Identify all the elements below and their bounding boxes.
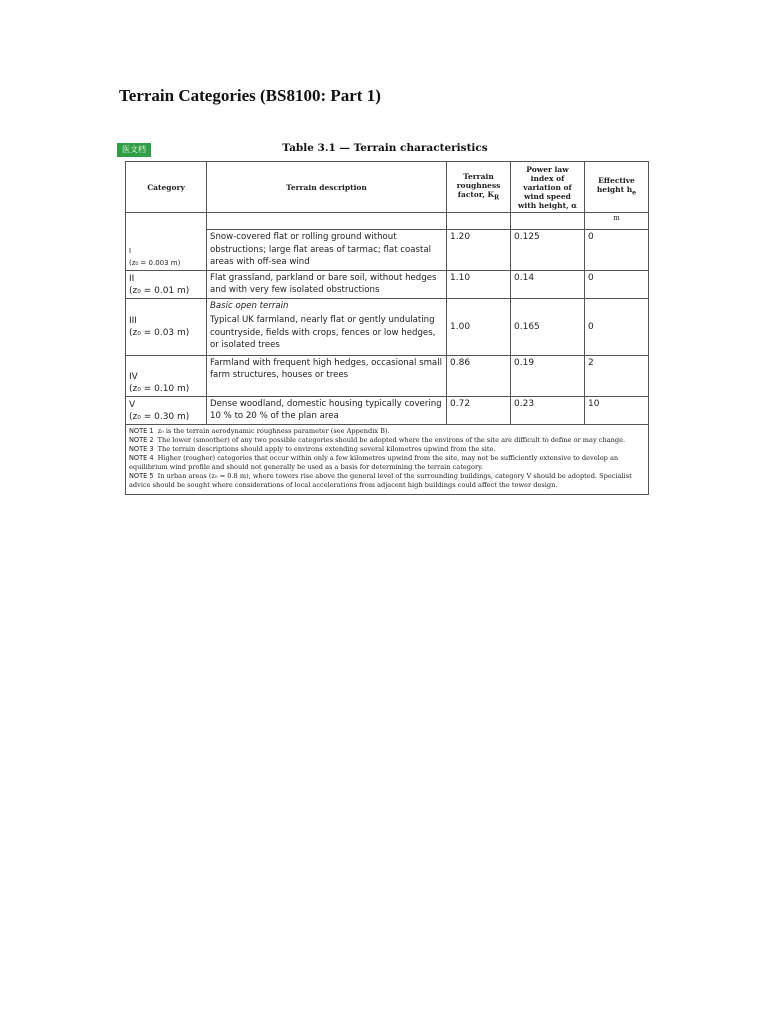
note-item (129, 454, 645, 472)
note-label: NOTE 3 (129, 444, 154, 453)
effective-height-value: 0 (585, 270, 649, 298)
power-law-value: 0.165 (511, 298, 585, 355)
note-item (129, 472, 645, 490)
power-law-value: 0.14 (511, 270, 585, 298)
roughness-value: 0.86 (447, 355, 511, 396)
note-text: The lower (smoother) of any two possible categories should be adopted where the environs of the site are difficult to define or may change. (157, 435, 626, 444)
header-power-law: Power law index of variation of wind speed with height, α (511, 162, 585, 213)
note-item (129, 436, 645, 445)
category-z0: (z₀ = 0.10 m) (129, 383, 190, 394)
table-row (126, 298, 649, 355)
effective-height-value: 2 (585, 355, 649, 396)
note-label: NOTE 4 (129, 453, 154, 462)
roughness-value: 1.10 (447, 270, 511, 298)
note-label: NOTE 5 (129, 471, 154, 480)
header-effective-text: Effective height h (596, 176, 635, 195)
category-z0: (z₀ = 0.30 m) (129, 411, 190, 422)
category-label: III (129, 315, 137, 326)
note-text: z₀ is the terrain aerodynamic roughness parameter (see Appendix B). (157, 426, 390, 435)
notes-row (126, 424, 649, 494)
header-roughness-text: Terrain roughness factor, K (456, 171, 501, 199)
note-item (129, 427, 645, 436)
unit-empty (126, 213, 207, 271)
terrain-table (125, 161, 649, 495)
effective-unit: m (585, 213, 649, 230)
effective-height-value: 10 (585, 396, 649, 424)
effective-height-value: 0 (585, 230, 649, 271)
category-label: I (129, 246, 132, 255)
category-z0: (z₀ = 0.01 m) (129, 285, 190, 296)
category-cell (126, 396, 207, 424)
terrain-description: Snow-covered flat or rolling ground without obstructions; large flat areas of tarmac; flat coastal areas with off-sea wind (207, 230, 447, 271)
roughness-value: 1.20 (447, 230, 511, 271)
category-label: V (129, 399, 136, 410)
header-effective-sub: e (632, 189, 637, 197)
header-roughness-sub: R (494, 194, 500, 202)
category-z0: (z₀ = 0.003 m) (129, 258, 181, 267)
unit-row (126, 213, 649, 230)
unit-empty (511, 213, 585, 230)
note-text: The terrain descriptions should apply to environs extending several kilometres upwind from the site. (157, 444, 496, 453)
terrain-description: Flat grassland, parkland or bare soil, without hedges and with very few isolated obstructions (207, 270, 447, 298)
power-law-value: 0.19 (511, 355, 585, 396)
category-z0: (z₀ = 0.03 m) (129, 327, 190, 338)
roughness-value: 1.00 (447, 298, 511, 355)
note-text: In urban areas (z₀ = 0.8 m), where towers rise above the general level of the surrounding buildings, category V should be adopted. Specialist advice should be sought where considerations of local accelerations from adjacent high buildings could affect the tower design. (129, 471, 632, 489)
header-effective-height (585, 162, 649, 213)
header-roughness (447, 162, 511, 213)
table-row (126, 396, 649, 424)
category-cell (126, 270, 207, 298)
terrain-description: Farmland with frequent high hedges, occasional small farm structures, houses or trees (207, 355, 447, 396)
table-title: Table 3.1 — Terrain characteristics (282, 142, 488, 154)
terrain-description-cell (207, 298, 447, 355)
category-label: IV (129, 371, 138, 382)
category-label: II (129, 273, 135, 284)
note-text: Higher (rougher) categories that occur within only a few kilometres upwind from the site, may not be sufficiently extensive to develop an equilibrium wind profile and should not generally be used as a basis for determining the terrain category. (129, 453, 619, 471)
roughness-value: 0.72 (447, 396, 511, 424)
terrain-subheading: Basic open terrain (210, 300, 289, 311)
table-row (126, 270, 649, 298)
table-row (126, 355, 649, 396)
unit-empty (447, 213, 511, 230)
terrain-description: Dense woodland, domestic housing typically covering 10 % to 20 % of the plan area (207, 396, 447, 424)
terrain-description: Typical UK farmland, nearly flat or gently undulating countryside, fields with crops, fences or low hedges, or isolated trees (210, 315, 436, 350)
note-label: NOTE 1 (129, 426, 154, 435)
category-cell (126, 355, 207, 396)
header-description: Terrain description (207, 162, 447, 213)
note-label: NOTE 2 (129, 435, 154, 444)
page-title: Terrain Categories (BS8100: Part 1) (119, 86, 381, 105)
source-tag[interactable]: 医文档 (117, 143, 151, 157)
unit-empty (207, 213, 447, 230)
table-header-row (126, 162, 649, 213)
power-law-value: 0.125 (511, 230, 585, 271)
header-category: Category (126, 162, 207, 213)
power-law-value: 0.23 (511, 396, 585, 424)
category-cell (126, 298, 207, 355)
note-item (129, 445, 645, 454)
notes-cell (126, 424, 649, 494)
effective-height-value: 0 (585, 298, 649, 355)
